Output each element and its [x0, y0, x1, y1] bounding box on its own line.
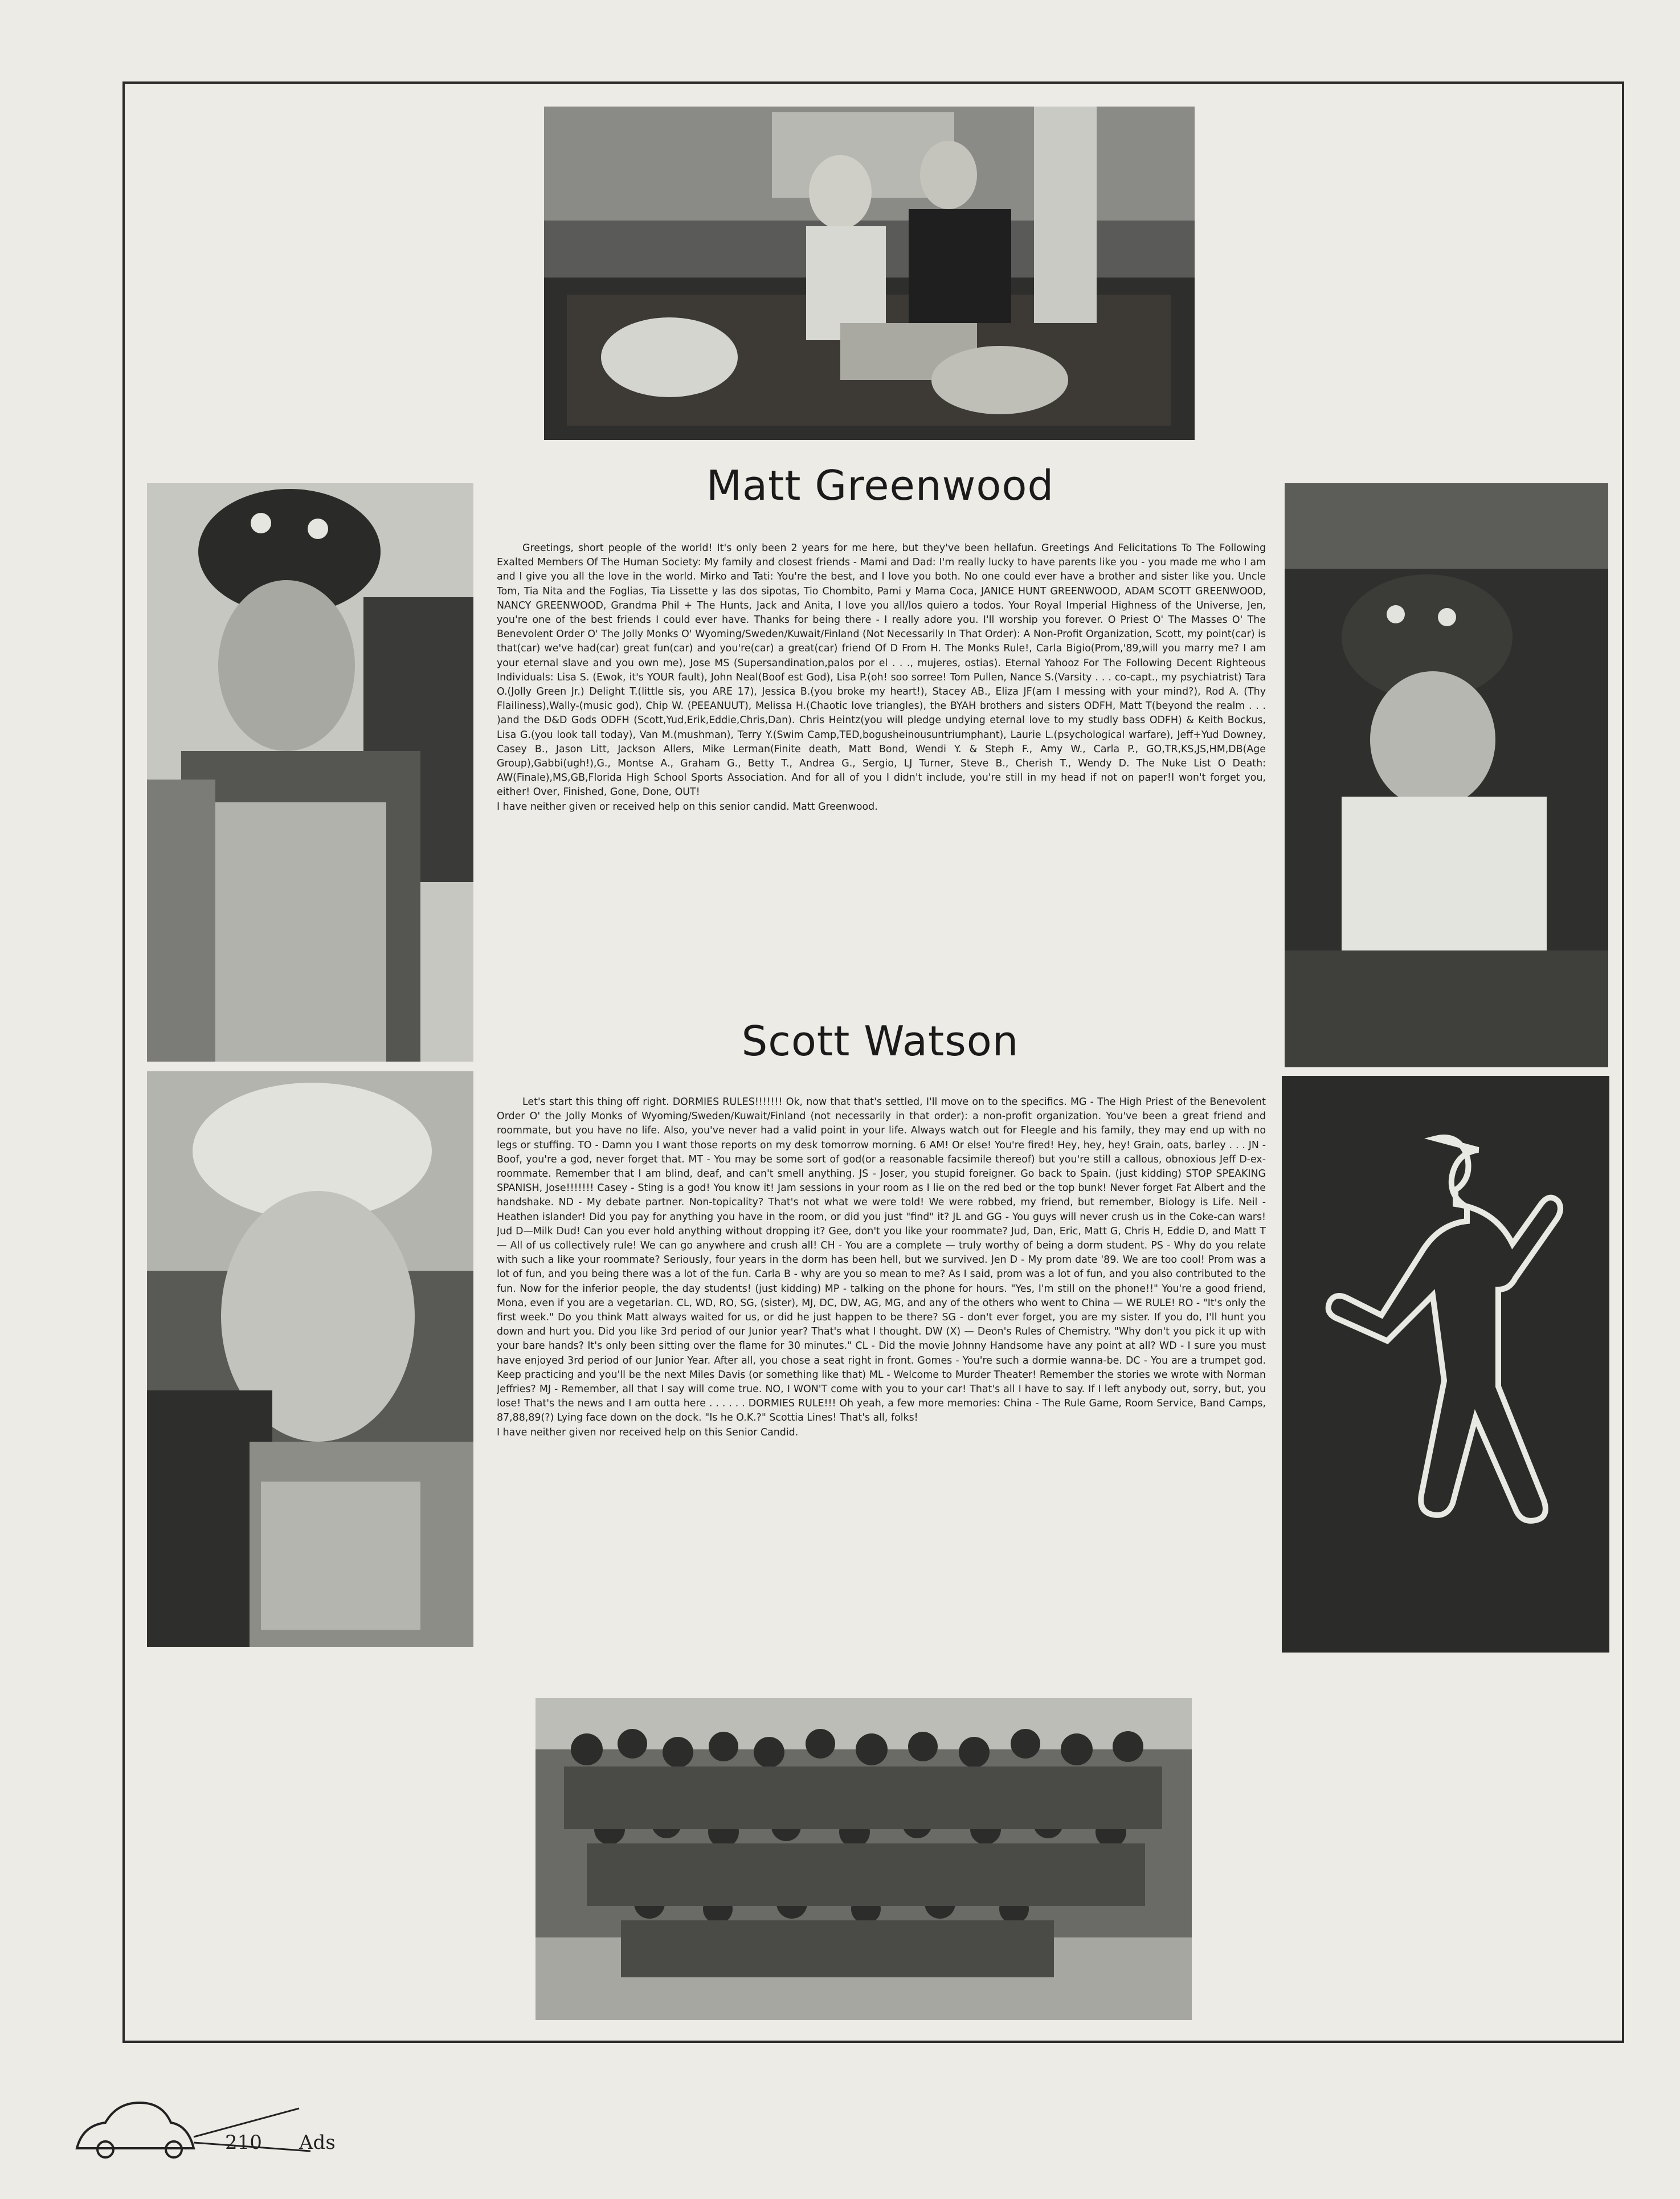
profile-paragraph: Greetings, short people of the world! It's only been 2 years for me here, but they've been hellafun. Greetings And Felicitations To The Following Exalted Members Of The Human Society: My family and closest friends - Mami and Dad: I'm really lucky to have parents like you - you made me who I am and I give you all the love in the world. Mirko and Tati: You're the best, and I love you both. No one could ever have a brother and sister like you. Uncle Tom, Tia Nita and the Foglias, Tia Lissette y las dos sipotas, Tio Chombito, Pami y Mama Coca, JANICE HUNT GREENWOOD, ADAM SCOTT GREENWOOD, NANCY GREENWOOD, Grandma Phil + The Hunts, Jack and Anita, I love you all/los quiero a todos. Your Royal Imperial Highness of the Universe, Jen, you're one of the best friends I could ever have. Thanks for being there - I really adore you. I'll worship you forever. O Priest O' The Masses O' The Benevolent Order O' The Jolly Monks O' Wyoming/Sweden/Kuwait/Finland (Not Necessarily In That Order): A Non-Profit Organization, Scott, my point(car) is that(car) we've had(car) great fun(car) and you're(car) a great(car) friend Of D From H. The Monks Rule!, Carla Bigio(Prom,'89,will you marry me? I am your eternal slave and you own me), Jose MS (Supersandination,palos por el . . ., mujeres, ostias). Eternal Yahooz For The Following Decent Righteous Individuals: Lisa S. (Ewok, it's YOUR fault), John Neal(Boof est God), Lisa P.(oh! soo sorree! Tom Pullen, Nance S.(Varsity . . . co-capt., my psychiatrist) Tara O.(Jolly Green Jr.) Delight T.(little sis, you ARE 17), Jessica B.(you broke my heart!), Stacey AB., Eliza JF(am I messing with your mind?), Rod A. (Thy Flailiness),Wally-(music god), Chip W. (PEEANUUT), Melissa H.(Chaotic love triangles), the BYAH brothers and sisters ODFH, Matt T(beyond the realm . . . )and the D&D Gods ODFH (Scott,Yud,Erik,Eddie,Chris,Dan). Chris Heintz(you will pledge undying eternal love to my studly bass ODFH) & Keith Bockus, Lisa G.(you look tall today), Van M.(mushman), Terry Y.(Swim Camp,TED,bogusheinousuntriumphant), Laurie L.(psychological warfare), Jeff+Yud Downey, Casey B., Jason Litt, Jackson Allers, Mike Lerman(Finite death, Matt Bond, Wendi Y. & Steph F., Amy W., Carla P., GO,TR,KS,JS,HM,DB(Age Group),Gabbi(ugh!),G., Montse A., Graham G., Betty T., Andrea G., Sergio, LJ Turner, Steve B., Cherish T., Wendy D. The Nuke List O Death: AW(Finale),MS,GB,Florida High School Sports Association. And for all of you I didn't include, you're still in my head if not on paper!I won't forget you, either! Over, Finished, Gone, Done, OUT! — [497, 542, 1266, 798]
couch-photo-art — [544, 107, 1195, 440]
left-portrait-hat-photo — [147, 483, 473, 1062]
right-chalk-outline-photo — [1282, 1076, 1609, 1653]
page-number: 210 — [225, 2131, 262, 2154]
left-portrait-cap-photo — [147, 1071, 473, 1647]
hat-photo-art — [147, 483, 473, 1062]
couch-group-photo — [544, 107, 1195, 440]
profile-name-scott-watson: Scott Watson — [741, 1017, 1019, 1065]
profile-text-matt-greenwood — [497, 541, 1266, 997]
section-label: Ads — [299, 2131, 336, 2154]
profile-text-scott-watson — [497, 1095, 1266, 1674]
cap-photo-art — [147, 1071, 473, 1647]
profile-signature: I have neither given or received help on this senior candid. Matt Greenwood. — [497, 801, 878, 813]
group-photo-art — [536, 1698, 1192, 2020]
right-seated-hat-photo — [1285, 483, 1608, 1067]
profile-signature: I have neither given nor received help on this Senior Candid. — [497, 1426, 799, 1438]
profile-paragraph: Let's start this thing off right. DORMIES RULES!!!!!!! Ok, now that that's settled, I'll move on to the specifics. MG - The High Priest of the Benevolent Order O' the Jolly Monks of Wyoming/Sweden/Kuwait/Finland (not necessarily in that order): a non-profit organization. You've been a great friend and roommate, but you have no life. Also, you've never had a valid point in your life. Always watch out for Fleegle and his family, they may end up with no legs or stuffing. TO - Damn you I want those reports on my desk tomorrow morning. 6 AM! Or else! You're fired! Hey, hey, hey! Grain, oats, barley . . . JN - Boof, you're a god, never forget that. MT - You may be some sort of god(or a reasonable facsimile thereof) but you're still a callous, obnoxious Jeff D-ex-roommate. Remember that I am blind, deaf, and can't smell anything. JS - Joser, you stupid foreigner. Go back to Spain. (just kidding) STOP SPEAKING SPANISH, Jose!!!!!!! Casey - Sting is a god! You know it! Jam sessions in your room as I lie on the red bed or the top bunk! Never forget Fat Albert and the handshake. ND - My debate partner. Non-topicality? That's not what we were told! We were robbed, my friend, but remember, Biology is Life. Neil - Heathen islander! Did you pay for anything you have in the room, or did you just "find" it? JL and GG - You guys will never crush us in the Coke-can wars! Jud D—Milk Dud! Can you ever hold anything without dropping it? Gee, don't you like your roommate? Jud, Dan, Eric, Matt G, Chris H, Eddie D, and Matt T — All of us collectively rule! We can go anywhere and crush all! CH - You are a complete — truly worthy of being a dorm student. PS - Why do you relate with such a like your roommate? Seriously, four years in the dorm has been hell, but we survived. Jen D - My prom date '89. We are too cool! Prom was a lot of fun, and you being there was a lot of the fun. Carla B - why are you so mean to me? As I said, prom was a lot of fun, and you also contributed to the fun. Now for the inferior people, the day students! (just kidding) MP - talking on the phone for hours. "Yes, I'm still on the phone!!" You're a good friend, Mona, even if you are a vegetarian. CL, WD, RO, SG, (sister), MJ, DC, DW, AG, MG, and any of the others who went to China — WE RULE! RO - "It's only the first week." Do you think Matt always waited for us, or did he just happen to be there? SG - don't ever forget, you are my sister. If you do, I'll hunt you down and hurt you. Did you like 3rd period of our Junior year? That's what I thought. DW (X) — Deon's Rules of Chemistry. "Why don't you pick it up with your bare hands? It's only been sitting over the flame for 30 minutes." CL - Did the movie Johnny Handsome have any point at all? WD - I sure you must have enjoyed 3rd period of our Junior Year. After all, you chose a seat right in front. Gomes - You're such a dormie wanna-be. DC - You are a trumpet god. Keep practicing and you'll be the next Miles Davis (or something like that) ML - Welcome to Murder Theater! Remember the stories we wrote with Norman Jeffries? MJ - Remember, all that I say will come true. NO, I WON'T come with you to your car! That's all I have to say. If I left anybody out, sorry, but, you lose! That's the news and I am outta here . . . . . . DORMIES RULE!!! Oh yeah, a few more memories: China - The Rule Game, Room Service, Band Camps, 87,88,89(?) Lying face down on the dock. "Is he O.K.?" Scottia Lines! That's all, folks! — [497, 1096, 1266, 1424]
profile-name-matt-greenwood: Matt Greenwood — [706, 462, 1054, 509]
seated-photo-art — [1285, 483, 1608, 1067]
chalk-outline-art — [1282, 1076, 1609, 1653]
bottom-group-photo — [536, 1698, 1192, 2020]
